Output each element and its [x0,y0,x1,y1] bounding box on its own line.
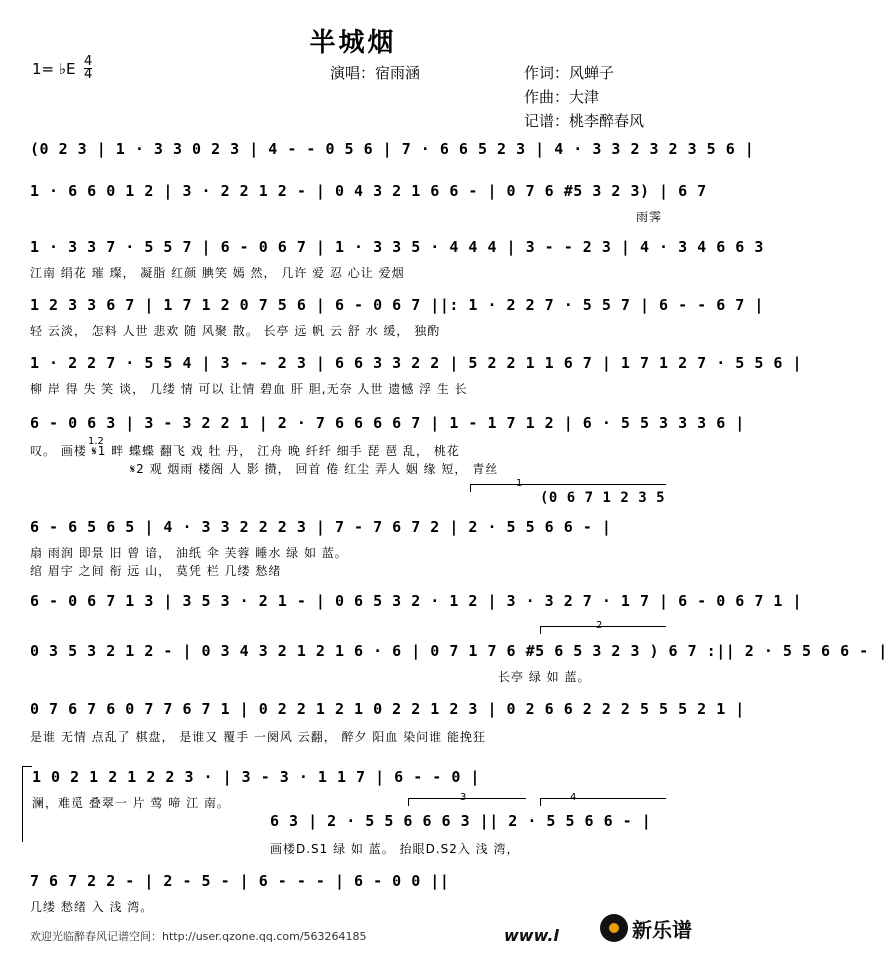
score-row-5: 1 · 2 2 7 · 5 5 4 | 3 - - 2 3 | 6 6 3 3 2 2 | 5 2 2 1 1 6 7 | 1 7 1 2 7 · 5 5 6 | [30,354,802,372]
volta-4-label: 4 [570,792,577,803]
composer-credit: 作曲：大津 [524,88,600,106]
volta-2-hook [540,626,541,634]
time-signature-bottom: 4 [84,67,93,82]
volta-3-bracket [408,798,526,799]
score-row-2: 1 · 6 6 0 1 2 | 3 · 2 2 1 2 - | 0 4 3 2 1 6 6 - | 0 7 6 #5 3 2 3) | 6 7 [30,182,707,200]
score-row-12: 6 3 | 2 · 5 5 6 6 6 3 || 2 · 5 5 6 6 - | [270,812,652,830]
volta-1-label: 1 [516,478,523,489]
score-row-11: 1 0 2 1 2 1 2 2 3 · | 3 - 3 · 1 1 7 | 6 - - 0 | [32,768,480,786]
lyric-row-5: 柳 岸 得 失 笑 谈， 几缕 情 可以 让情 碧血 肝 胆,无奈 人世 遗憾 浮 生 长 [30,382,468,396]
time-signature-top: 4 [84,54,93,69]
lyric-row-3: 江南 绢花 璀 璨， 凝脂 红颜 腆笑 嫣 然， 几许 爱 忍 心让 爱烟 [30,266,405,280]
time-signature [84,56,92,81]
lyricist-credit: 作词：风蝉子 [524,64,615,82]
volta-3-label: 3 [460,792,467,803]
score-row-13: 7 6 7 2 2 - | 2 - 5 - | 6 - - - | 6 - 0 0 || [30,872,450,890]
lyric-row-10: 是谁 无情 点乱了 棋盘， 是谁又 覆手 一阕风 云翻， 醉夕 阳血 染问谁 能挽狂 [30,730,486,744]
volta-1-hook [470,484,471,492]
lyric-row-4: 轻 云淡， 怎料 人世 悲欢 随 风聚 散。 长亭 远 帆 云 舒 水 缓， 独酌 [30,324,441,338]
score-row-4: 1 2 3 3 6 7 | 1 7 1 2 0 7 5 6 | 6 - 0 6 7 ||: 1 · 2 2 7 · 5 5 7 | 6 - - 6 7 | [30,296,764,314]
coda-bracket-top [22,766,32,767]
coda-bracket-bar [22,766,23,842]
score-pickup-row: (0 6 7 1 2 3 5 [540,490,666,506]
score-row-6: 6 - 0 6 3 | 3 - 3 2 2 1 | 2 · 7 6 6 6 6 7 | 1 - 1 7 1 2 | 6 · 5 5 3 3 3 6 | [30,414,745,432]
volta-2-bracket [540,626,666,627]
song-title: 半城烟 [309,28,397,58]
volta-2-label: 2 [596,620,603,631]
lyric-row-2: 雨霁 [636,210,663,224]
lyric-row-11: 澜，难觅 叠翠一 片 莺 啼 江 南。 [32,796,230,810]
lyric-row-7b: 绾 眉宇 之间 衔 远 山， 莫凭 栏 几缕 愁绪 [30,564,282,578]
volta-4-hook [540,798,541,806]
lyric-row-6a: 叹。 画楼 𝄋1 畔 蝶蝶 翻飞 戏 牡 丹， 江舟 晚 纤纤 细手 琵 琶 乱， 桃花 [30,444,460,458]
verse-numbering: 1.2 [88,436,104,447]
lyric-row-6b: 𝄋2 观 烟雨 楼阁 人 影 攒， 回首 倦 红尘 弄人 姻 缘 短， 青丝 [130,462,499,476]
singer-credit: 演唱：宿雨涵 [330,64,421,82]
lyric-row-9: 长亭 绿 如 蓝。 [498,670,591,684]
score-row-10: 0 7 6 7 6 0 7 7 6 7 1 | 0 2 2 1 2 1 0 2 2 1 2 3 | 0 2 6 6 2 2 2 5 5 5 2 1 | [30,700,745,718]
watermark-text: www.l [504,926,559,945]
score-row-1: (0 2 3 | 1 · 3 3 0 2 3 | 4 - - 0 5 6 | 7 · 6 6 5 2 3 | 4 · 3 3 2 3 2 3 5 6 | [30,140,755,158]
score-row-8: 6 - 0 6 7 1 3 | 3 5 3 · 2 1 - | 0 6 5 3 2 · 1 2 | 3 · 3 2 7 · 1 7 | 6 - 0 6 7 1 | [30,592,802,610]
lyric-row-7a: 扇 雨润 即景 旧 曾 谙， 油纸 伞 芙蓉 睡水 绿 如 蓝。 [30,546,348,560]
lyric-row-12: 画楼D.S1 绿 如 蓝。 抬眼D.S2入 浅 湾， [270,842,520,856]
key-signature: 1= ♭E [32,60,76,78]
score-row-9: 0 3 5 3 2 1 2 - | 0 3 4 3 2 1 2 1 6 · 6 | 0 7 1 7 6 #5 6 5 3 2 3 ) 6 7 :|| 2 · 5 5 6 6 - | [30,642,888,660]
record-disc-icon [600,914,628,942]
score-row-7: 6 - 6 5 6 5 | 4 · 3 3 2 2 2 3 | 7 - 7 6 7 2 | 2 · 5 5 6 6 - | [30,518,612,536]
lyric-row-13: 几缕 愁绪 入 浅 湾。 [30,900,154,914]
brand-logo [600,913,692,943]
volta-3-hook [408,798,409,806]
transcriber-credit: 记谱：桃李醉春风 [524,112,645,130]
footer-text: 欢迎光临醉春风记谱空间：http://user.qzone.qq.com/563264185 [30,930,367,943]
brand-name: 新乐谱 [632,917,692,942]
score-row-3: 1 · 3 3 7 · 5 5 7 | 6 - 0 6 7 | 1 · 3 3 5 · 4 4 4 | 3 - - 2 3 | 4 · 3 4 6 6 3 [30,238,764,256]
volta-1-bracket [470,484,666,485]
volta-4-bracket [540,798,666,799]
